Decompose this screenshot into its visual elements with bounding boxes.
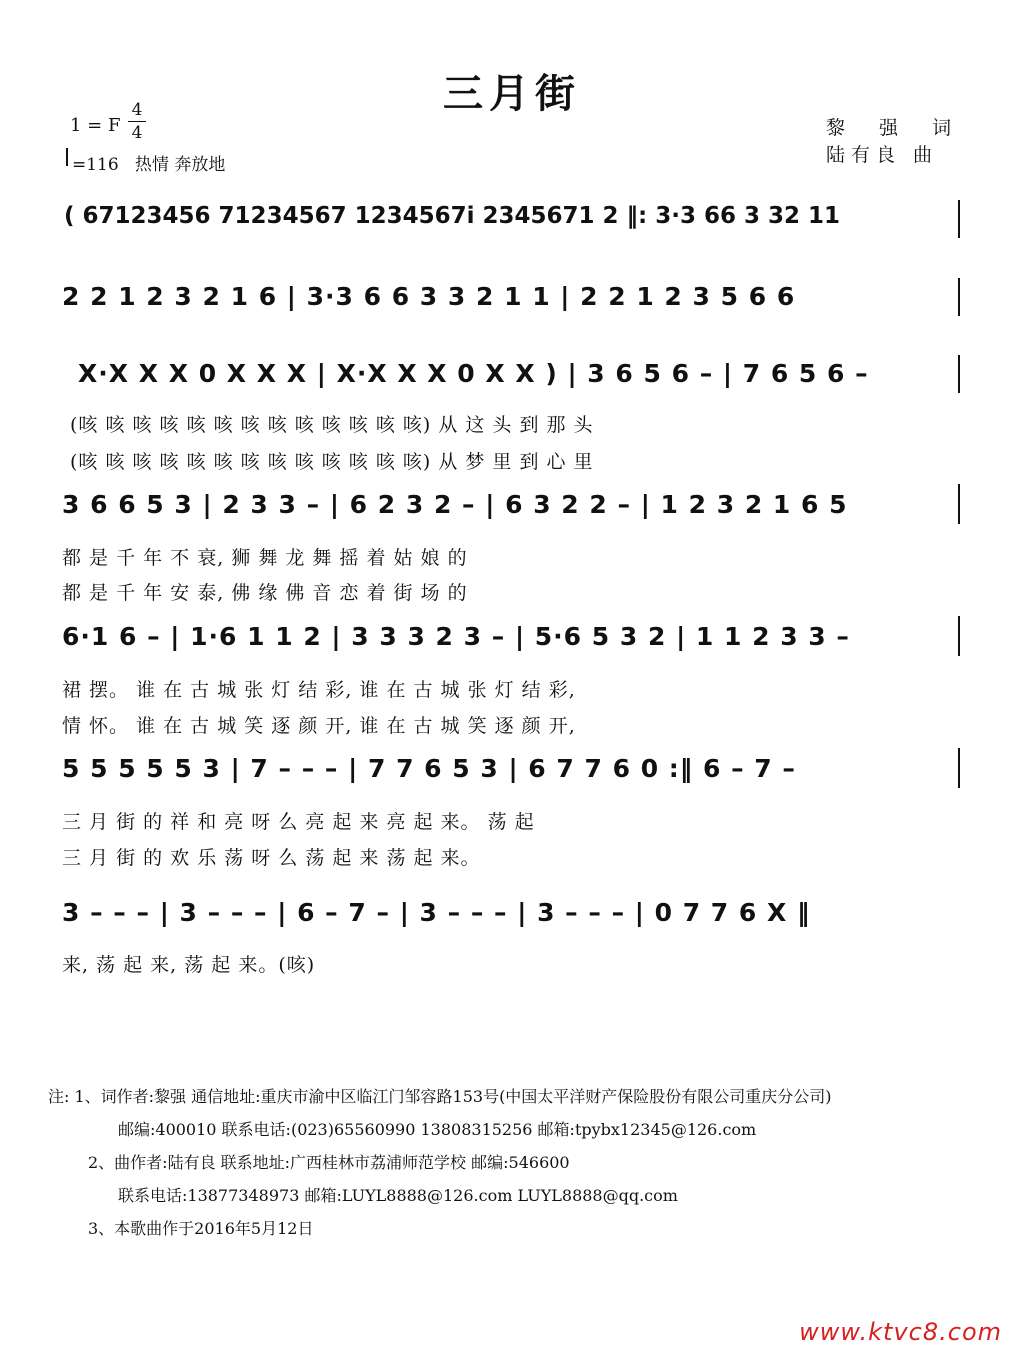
page-title: 三月街 (443, 71, 581, 117)
note-line-5: 3、本歌曲作于2016年5月12日 (88, 1219, 314, 1238)
note-line-4: 联系电话:13877348973 邮箱:LUYL8888@126.com LUYL8888@qq.com (118, 1186, 678, 1205)
bar-line (958, 355, 960, 393)
tempo-value: =116 (72, 155, 119, 175)
bar-line (958, 278, 960, 316)
bar-line (958, 748, 960, 788)
lyrics-row-6-verse-2: 三 月 街 的 欢 乐 荡 呀 么 荡 起 来 荡 起 来。 (62, 847, 481, 869)
key-signature: 1 = F (70, 115, 121, 136)
bar-line (958, 616, 960, 656)
quarter-note-icon (66, 148, 68, 166)
score-row-5: 6·1 6 – | 1·6 1 1 2 | 3 3 3 2 3 – | 5·6 5 3 2 | 1 1 2 3 3 – (62, 622, 850, 651)
note-line-1: 注: 1、词作者:黎强 通信地址:重庆市渝中区临江门邹容路153号(中国太平洋财产保险股份有限公司重庆分公司) (48, 1087, 832, 1106)
lyrics-row-3-verse-1: (咳 咳 咳 咳 咳 咳 咳 咳 咳 咳 咳 咳 咳) 从 这 头 到 那 头 (70, 414, 594, 436)
lyrics-row-5-verse-2: 情 怀。 谁 在 古 城 笑 逐 颜 开, 谁 在 古 城 笑 逐 颜 开, (62, 715, 576, 737)
lyricist-credit: 黎 强 词 (826, 117, 966, 139)
score-row-4: 3 6 6 5 3 | 2 3 3 – | 6 2 3 2 – | 6 3 2 2 – | 1 2 3 2 1 6 5 (62, 490, 848, 519)
score-row-1: ( 67123456 71234567 1234567i 2345671 2 ‖: 3·3 66 3 32 11 (64, 203, 841, 229)
lyrics-row-4-verse-2: 都 是 千 年 安 泰, 佛 缘 佛 音 恋 着 街 场 的 (62, 582, 468, 604)
tempo-marking (66, 150, 225, 175)
note-line-3: 2、曲作者:陆有良 联系地址:广西桂林市荔浦师范学校 邮编:546600 (88, 1153, 570, 1172)
expression-marking: 热情 奔放地 (134, 155, 226, 175)
lyrics-row-4-verse-1: 都 是 千 年 不 衰, 狮 舞 龙 舞 摇 着 姑 娘 的 (62, 547, 468, 569)
lyrics-row-5-verse-1: 裙 摆。 谁 在 古 城 张 灯 结 彩, 谁 在 古 城 张 灯 结 彩, (62, 679, 576, 701)
score-row-6: 5 5 5 5 5 3 | 7 – – – | 7 7 6 5 3 | 6 7 7 6 0 :‖ 6 – 7 – (62, 754, 796, 783)
composer-credit: 陆有良 曲 (826, 144, 939, 166)
site-watermark: www.ktvc8.com (799, 1318, 1002, 1346)
time-signature-bottom: 4 (131, 123, 143, 143)
time-signature (128, 100, 146, 143)
score-row-2: 2 2 1 2 3 2 1 6 | 3·3 6 6 3 3 2 1 1 | 2 2 1 2 3 5 6 6 (62, 282, 796, 311)
score-row-7: 3 – – – | 3 – – – | 6 – 7 – | 3 – – – | 3 – – – | 0 7 7 6 X ‖ (62, 898, 811, 927)
note-line-2: 邮编:400010 联系电话:(023)65560990 13808315256 邮箱:tpybx12345@126.com (118, 1120, 757, 1139)
lyrics-row-7: 来, 荡 起 来, 荡 起 来。(咳) (62, 954, 316, 976)
bar-line (958, 200, 960, 238)
score-row-3: X·X X X 0 X X X | X·X X X 0 X X ) | 3 6 5 6 – | 7 6 5 6 – (78, 359, 869, 388)
bar-line (958, 484, 960, 524)
lyrics-row-6-verse-1: 三 月 街 的 祥 和 亮 呀 么 亮 起 来 亮 起 来。 荡 起 (62, 811, 535, 833)
time-signature-top: 4 (131, 100, 143, 120)
lyrics-row-3-verse-2: (咳 咳 咳 咳 咳 咳 咳 咳 咳 咳 咳 咳 咳) 从 梦 里 到 心 里 (70, 451, 594, 473)
